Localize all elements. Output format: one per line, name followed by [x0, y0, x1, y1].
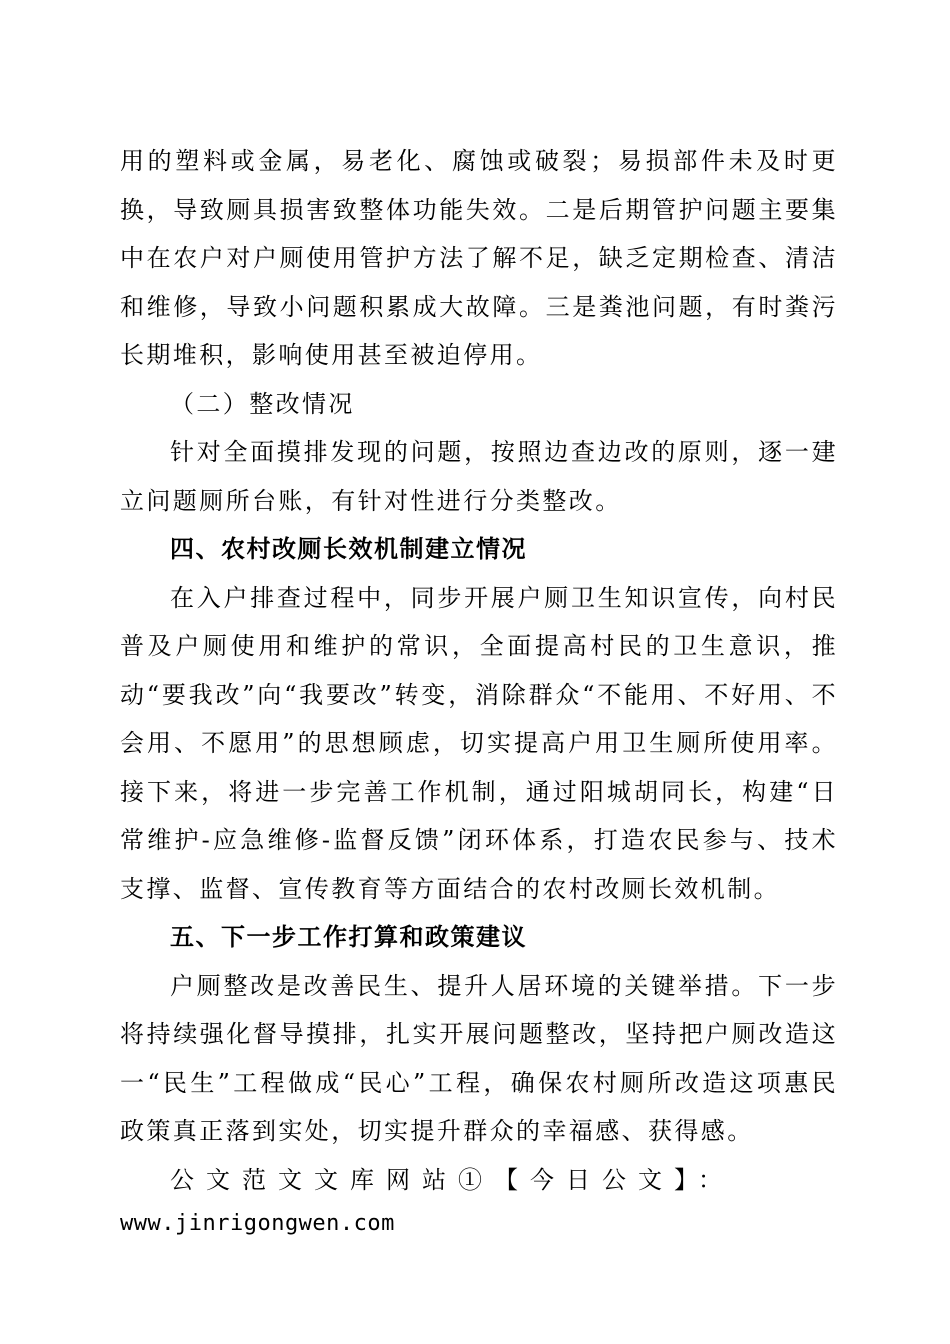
section-subheading-rectification: （二）整改情况 — [170, 389, 355, 418]
body-paragraph-4: 户厕整改是改善民生、提升人居环境的关键举措。下一步将持续强化督导摸排，扎实开展问题整改，坚持把户厕改造这一“民生”工程做成“民心”工程，确保农村厕所改造这项惠民政策真正落到实处，切实提升群众的幸福感、获得感。 — [120, 971, 838, 1145]
footer-url-link[interactable]: www.jinrigongwen.com — [120, 1211, 395, 1236]
body-paragraph-3: 在入户排查过程中，同步开展户厕卫生知识宣传，向村民普及户厕使用和维护的常识，全面提高村民的卫生意识，推动“要我改”向“我要改”转变，消除群众“不能用、不好用、不会用、不愿用”的思想顾虑，切实提高户用卫生厕所使用率。接下来，将进一步完善工作机制，通过阳城胡同长，构建“日常维护-应急维修-监督反馈”闭环体系，打造农民参与、技术支撑、监督、宣传教育等方面结合的农村改厕长效机制。 — [120, 583, 838, 903]
document-page — [120, 137, 838, 1244]
footer-source-label: 公文范文文库网站①【今日公文】： — [170, 1165, 734, 1194]
section-heading-4: 四、农村改厕长效机制建立情况 — [170, 535, 527, 563]
section-heading-5: 五、下一步工作打算和政策建议 — [170, 923, 527, 951]
body-paragraph-1: 用的塑料或金属，易老化、腐蚀或破裂；易损部件未及时更换，导致厕具损害致整体功能失效。二是后期管护问题主要集中在农户对户厕使用管护方法了解不足，缺乏定期检查、清洁和维修，导致小问题积累成大故障。三是粪池问题，有时粪污长期堆积，影响使用甚至被迫停用。 — [120, 147, 838, 369]
body-paragraph-2: 针对全面摸排发现的问题，按照边查边改的原则，逐一建立问题厕所台账，有针对性进行分类整改。 — [120, 438, 838, 515]
